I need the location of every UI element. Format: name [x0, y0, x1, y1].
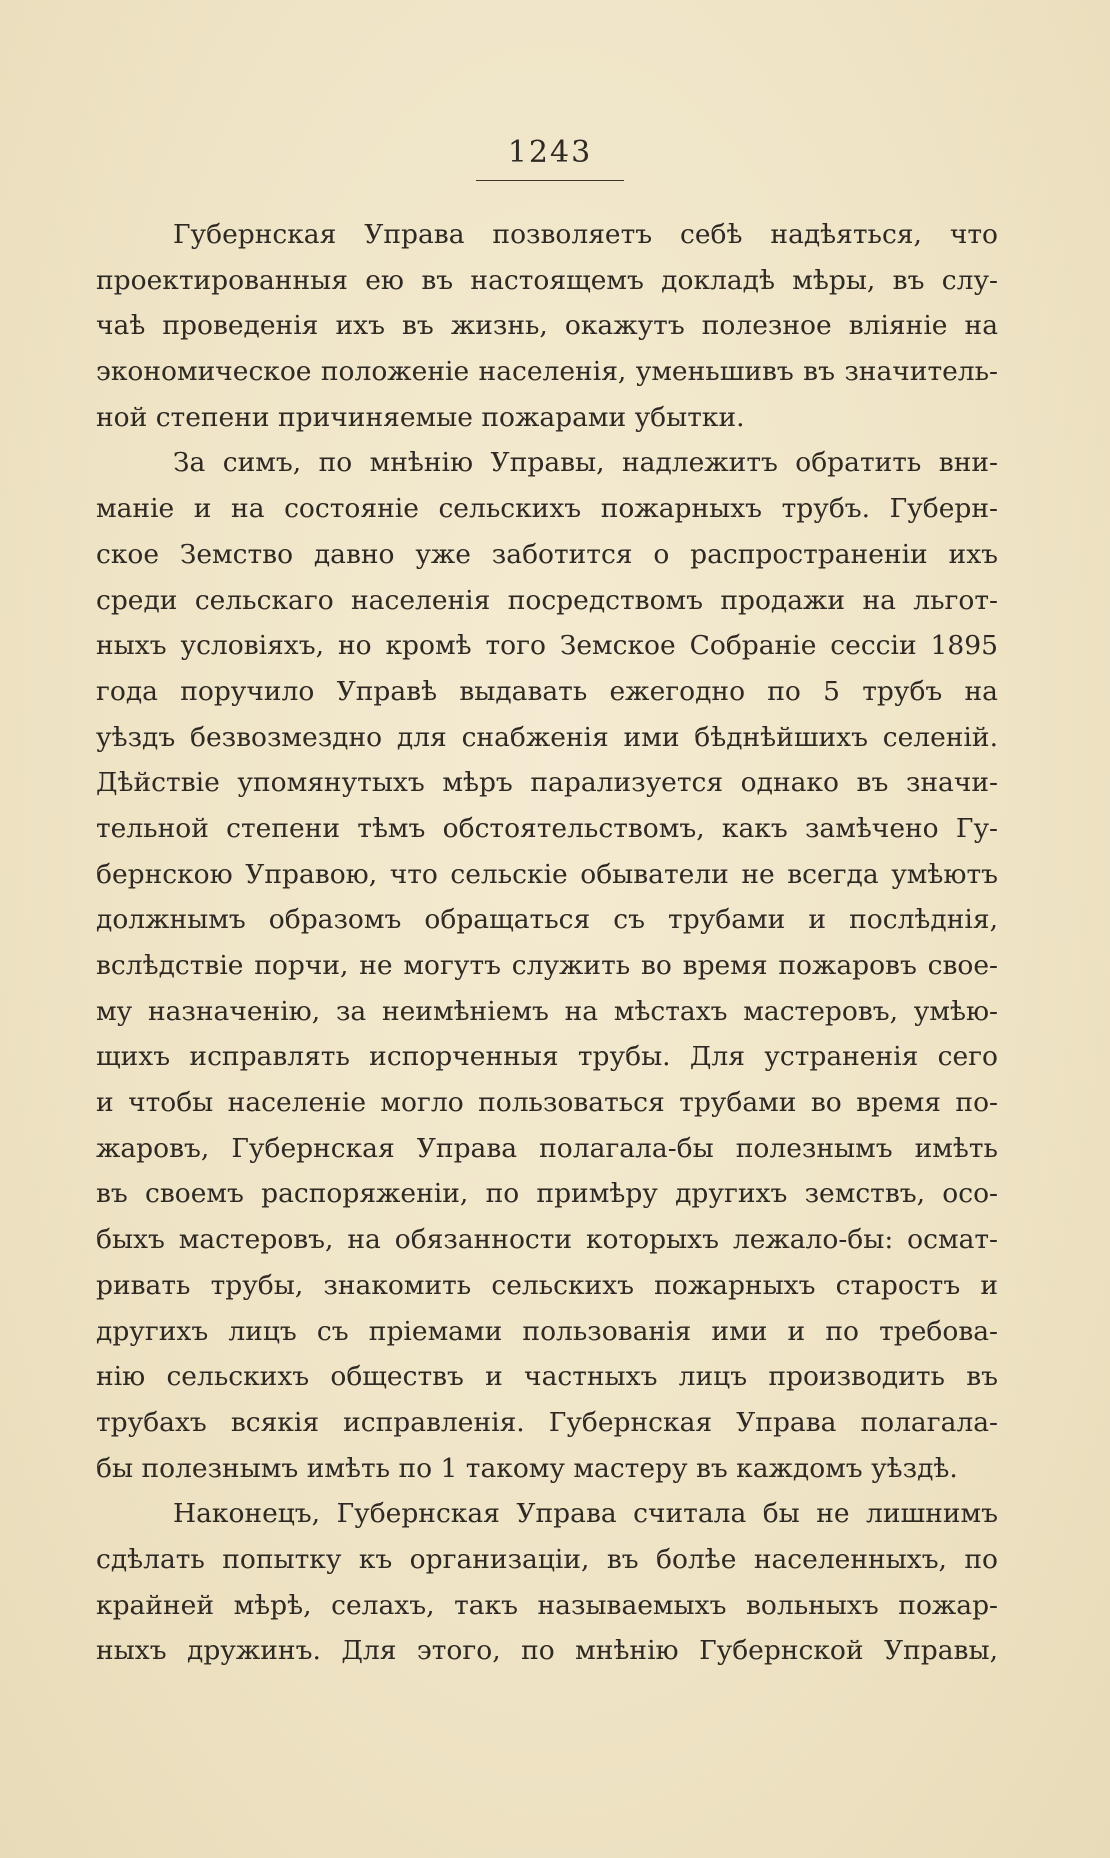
body-text	[96, 212, 998, 1674]
text-line: въ своемъ распоряженіи, по примѣру другихъ земствъ, осо-	[96, 1178, 998, 1210]
text-line: крайней мѣрѣ, селахъ, такъ называемыхъ вольныхъ пожар-	[96, 1589, 998, 1621]
text-line: ривать трубы, знакомить сельскихъ пожарныхъ старостъ и	[96, 1269, 998, 1301]
text-line: должнымъ образомъ обращаться съ трубами и послѣднія,	[96, 904, 998, 936]
text-line: ныхъ условіяхъ, но кромѣ того Земское Собраніе сессіи 1895	[96, 630, 998, 662]
text-line: За симъ, по мнѣнію Управы, надлежитъ обратить вни-	[173, 447, 998, 479]
text-line: му назначенію, за неимѣніемъ на мѣстахъ мастеровъ, умѣю-	[96, 995, 998, 1027]
text-line: ныхъ дружинъ. Для этого, по мнѣнію Губернской Управы,	[96, 1635, 998, 1667]
text-line: щихъ исправлять испорченныя трубы. Для устраненія сего	[96, 1041, 998, 1073]
text-line: маніе и на состояніе сельскихъ пожарныхъ трубъ. Губерн-	[96, 493, 998, 525]
text-line: ной степени причиняемые пожарами убытки.	[96, 401, 745, 433]
text-line: нію сельскихъ обществъ и частныхъ лицъ производить въ	[96, 1361, 998, 1393]
text-line: и чтобы населеніе могло пользоваться трубами во время по-	[96, 1087, 998, 1119]
text-line: Губернская Управа позволяетъ себѣ надѣяться, что	[173, 219, 998, 250]
text-line: Дѣйствіе упомянутыхъ мѣръ парализуется однако въ значи-	[96, 767, 998, 799]
text-line: бернскою Управою, что сельскіе обыватели не всегда умѣютъ	[96, 858, 998, 890]
text-line: Наконецъ, Губернская Управа считала бы не лишнимъ	[173, 1498, 998, 1530]
text-line: экономическое положеніе населенія, уменьшивъ въ значитель-	[96, 356, 998, 388]
text-line: проектированныя ею въ настоящемъ докладѣ мѣры, въ слу-	[96, 264, 998, 296]
text-line: бы полезнымъ имѣть по 1 такому мастеру въ каждомъ уѣздѣ.	[96, 1452, 958, 1484]
text-line: уѣздъ безвозмездно для снабженія ими бѣднѣйшихъ селеній.	[96, 721, 998, 753]
text-line: ское Земство давно уже заботится о распространеніи ихъ	[96, 538, 998, 570]
text-line: трубахъ всякія исправленія. Губернская Управа полагала-	[96, 1406, 998, 1438]
text-line: жаровъ, Губернская Управа полагала-бы полезнымъ имѣть	[96, 1132, 998, 1164]
page-number: 1243	[507, 135, 593, 170]
text-line: быхъ мастеровъ, на обязанности которыхъ лежало-бы: осмат-	[96, 1224, 998, 1256]
text-line: сдѣлать попытку къ организаціи, въ болѣе населенныхъ, по	[96, 1543, 998, 1575]
text-line: чаѣ проведенія ихъ въ жизнь, окажутъ полезное вліяніе на	[96, 310, 998, 342]
text-line: другихъ лицъ съ пріемами пользованія ими и по требова-	[96, 1315, 998, 1347]
text-line: вслѣдствіе порчи, не могутъ служить во время пожаровъ свое-	[96, 950, 998, 981]
text-line: года поручило Управѣ выдавать ежегодно по 5 трубъ на	[96, 675, 998, 707]
page-number-rule	[476, 180, 624, 181]
text-line: среди сельскаго населенія посредствомъ продажи на льгот-	[96, 584, 998, 616]
text-line: тельной степени тѣмъ обстоятельствомъ, какъ замѣчено Гу-	[96, 812, 998, 844]
